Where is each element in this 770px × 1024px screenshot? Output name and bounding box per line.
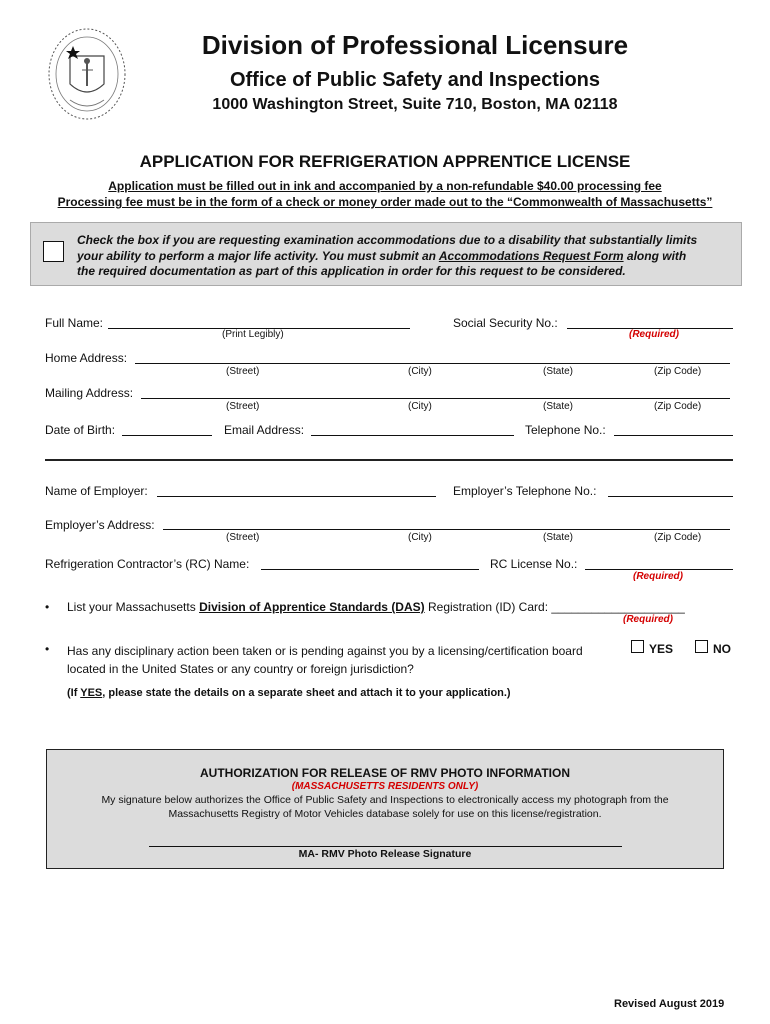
mailing-address-field[interactable] <box>141 398 730 399</box>
fee-notice-1: Application must be filled out in ink and accompanied by a non-refundable $40.00 processing fee <box>108 179 662 193</box>
dob-label: Date of Birth: <box>45 423 116 437</box>
ssn-required: (Required) <box>629 329 679 340</box>
mailing-city-caption: (City) <box>408 401 432 412</box>
home-state-caption: (State) <box>543 366 574 377</box>
employer-phone-label: Employer’s Telephone No.: <box>453 484 597 498</box>
employer-name-label: Name of Employer: <box>45 484 148 498</box>
employer-address-field[interactable] <box>163 529 730 530</box>
application-title: APPLICATION FOR REFRIGERATION APPRENTICE LICENSE <box>139 152 631 171</box>
accommodation-line-1: Check the box if you are requesting examination accommodations due to a disability that substantially limits <box>77 233 698 247</box>
massachusetts-seal-logo <box>46 26 128 122</box>
rmv-signature-field[interactable] <box>149 846 622 847</box>
employer-name-field[interactable] <box>157 496 436 497</box>
accommodation-line-3: the required documentation as part of this application in order for this request to be considered. <box>77 264 626 278</box>
home-city-caption: (City) <box>408 366 432 377</box>
rmv-signature-label: MA- RMV Photo Release Signature <box>298 848 472 860</box>
page-title: Division of Professional Licensure <box>201 30 629 60</box>
mailing-zip-caption: (Zip Code) <box>654 401 702 412</box>
rmv-body-1: My signature below authorizes the Office of Public Safety and Inspections to electronically access my photograph from the <box>101 794 669 806</box>
das-required: (Required) <box>623 614 673 625</box>
ssn-label-text: Social Security No.: <box>453 316 558 330</box>
rc-name-label: Refrigeration Contractor’s (RC) Name: <box>45 557 250 571</box>
no-checkbox[interactable] <box>695 640 708 653</box>
office-name: Office of Public Safety and Inspections <box>229 69 601 91</box>
rmv-subtitle: (MASSACHUSETTS RESIDENTS ONLY) <box>291 781 479 792</box>
telephone-label: Telephone No.: <box>525 423 606 437</box>
rc-license-required: (Required) <box>633 571 683 582</box>
mailing-state-caption: (State) <box>543 401 574 412</box>
accommodation-line-2-post: along with <box>623 248 687 263</box>
accommodation-request-form-link[interactable]: Accommodations Request Form <box>438 248 624 263</box>
note-yes: YES <box>80 687 103 699</box>
print-legibly-caption: (Print Legibly) <box>222 329 284 340</box>
das-name: Division of Apprentice Standards (DAS) <box>199 600 425 614</box>
rc-license-field[interactable] <box>585 569 733 570</box>
rc-license-label: RC License No.: <box>490 557 578 571</box>
das-question-post: Registration (ID) Card: ____________________ <box>424 600 685 614</box>
rmv-authorization-box <box>46 749 724 869</box>
bullet: • <box>45 642 50 656</box>
dob-field[interactable] <box>122 435 212 436</box>
das-question <box>67 600 685 614</box>
employer-address-label: Employer’s Address: <box>45 518 155 532</box>
disciplinary-note <box>67 687 511 699</box>
section-divider <box>45 459 733 461</box>
disciplinary-line-1: Has any disciplinary action been taken or is pending against you by a licensing/certification board <box>67 644 583 658</box>
accommodation-text <box>77 233 697 280</box>
email-field[interactable] <box>311 435 514 436</box>
accommodation-line-2 <box>77 249 697 265</box>
employer-phone-field[interactable] <box>608 496 733 497</box>
home-zip-caption: (Zip Code) <box>654 366 702 377</box>
rc-name-field[interactable] <box>261 569 479 570</box>
employer-state-caption: (State) <box>543 532 574 543</box>
revised-date: Revised August 2019 <box>614 998 725 1010</box>
yes-label: YES <box>649 642 674 656</box>
home-address-label: Home Address: <box>45 351 128 365</box>
employer-city-caption: (City) <box>408 532 432 543</box>
disciplinary-line-2: located in the United States or any country or foreign jurisdiction? <box>67 662 414 676</box>
no-label: NO <box>713 642 731 656</box>
das-question-pre: List your Massachusetts <box>67 600 200 614</box>
telephone-field[interactable] <box>614 435 733 436</box>
disciplinary-question <box>67 642 583 678</box>
bullet: • <box>45 600 50 614</box>
full-name-label: Full Name: <box>45 316 104 330</box>
fee-notice-2: Processing fee must be in the form of a check or money order made out to the “Commonwealth of Massachusetts” <box>57 195 713 209</box>
yes-checkbox[interactable] <box>631 640 644 653</box>
note-pre: (If <box>67 687 81 699</box>
home-street-caption: (Street) <box>226 366 260 377</box>
rmv-body-2: Massachusetts Registry of Motor Vehicles database solely for use on this license/registration. <box>168 808 602 820</box>
employer-zip-caption: (Zip Code) <box>654 532 702 543</box>
note-post: , please state the details on a separate sheet and attach it to your application.) <box>102 687 511 699</box>
mailing-street-caption: (Street) <box>226 401 260 412</box>
home-address-field[interactable] <box>135 363 730 364</box>
rmv-title: AUTHORIZATION FOR RELEASE OF RMV PHOTO INFORMATION <box>200 766 570 780</box>
mailing-address-label: Mailing Address: <box>45 386 134 400</box>
accommodation-box <box>30 222 742 286</box>
employer-street-caption: (Street) <box>226 532 260 543</box>
accommodation-line-2-pre: your ability to perform a major life activity. You must submit an <box>77 248 439 263</box>
accommodation-checkbox[interactable] <box>43 241 64 262</box>
office-address: 1000 Washington Street, Suite 710, Boston, MA 02118 <box>212 96 618 113</box>
email-label: Email Address: <box>224 423 305 437</box>
